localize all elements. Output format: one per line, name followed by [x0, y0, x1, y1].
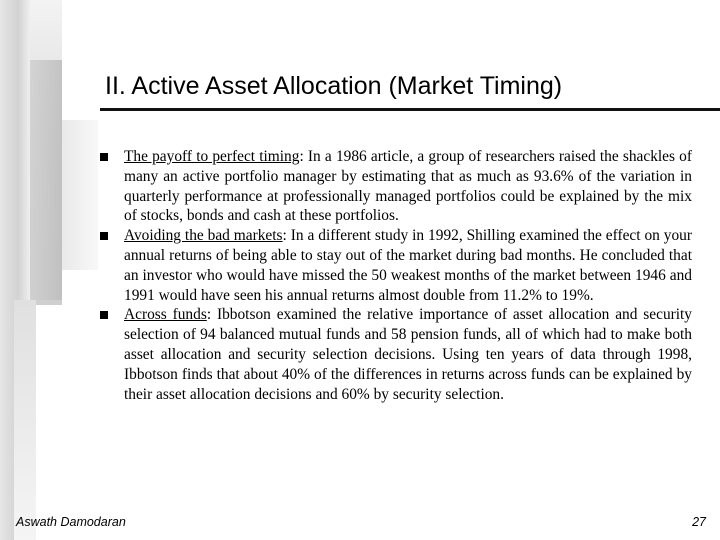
bullet-heading: The payoff to perfect timing — [124, 148, 300, 165]
bullet-text: : In a different study in 1992, Shilling examined the effect on your annual returns of being able to stay out of the market during bad months. He concluded that an investor who would have missed the 50 weakest months of the market between 1946 and 1991 would have seen his annual returns almost double from 11.2% to 19%. — [124, 227, 692, 304]
bullet-item — [100, 305, 692, 404]
footer-author: Aswath Damodaran — [16, 515, 126, 529]
bullet-item — [100, 226, 692, 305]
bullet-text: : Ibbotson examined the relative importance of asset allocation and security selection of 94 balanced mutual funds and 58 pension funds, all of which had to make both asset allocation and security selection decisions. Using ten years of data through 1998, Ibbotson finds that about 40% of the differences in returns across funds can be explained by their asset allocation decisions and 60% by security selection. — [124, 306, 693, 403]
decorative-bar — [62, 120, 98, 270]
square-bullet-icon — [100, 232, 108, 240]
bullet-heading: Across funds — [124, 306, 207, 324]
bullet-list — [100, 147, 692, 404]
decorative-bar — [30, 60, 62, 300]
bullet-item — [100, 147, 692, 226]
decorative-bar — [14, 300, 36, 540]
bullet-text: : In a 1986 article, a group of researchers raised the shackles of many an active portfolio manager by estimating that as much as 93.6% of the variation in quarterly performance at professionally managed portfolios could be explained by the mix of stocks, bonds and cash at these portfolios. — [124, 148, 692, 225]
page-number: 27 — [692, 515, 706, 529]
slide-title: II. Active Asset Allocation (Market Timing) — [105, 72, 563, 100]
square-bullet-icon — [100, 153, 108, 161]
bullet-heading: Avoiding the bad markets — [124, 227, 283, 245]
title-divider — [100, 108, 720, 111]
square-bullet-icon — [100, 311, 108, 319]
